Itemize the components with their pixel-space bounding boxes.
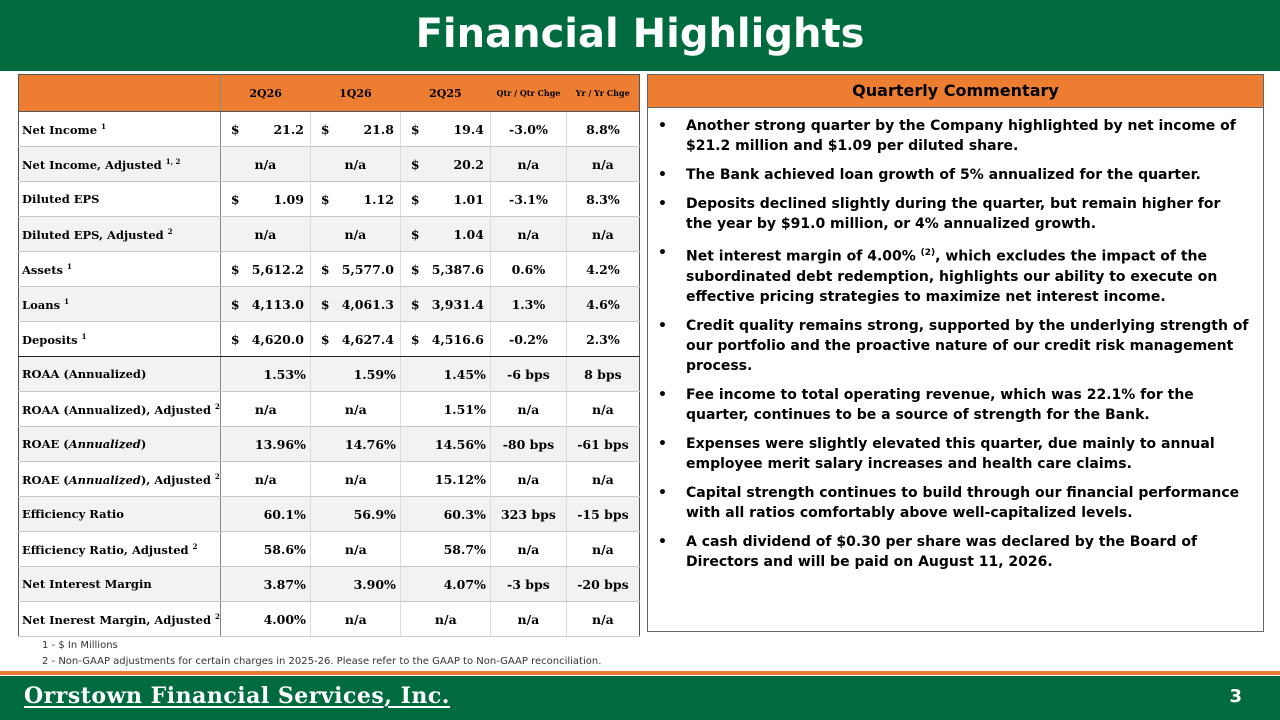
- row-value: 1.53%: [220, 357, 310, 392]
- row-yr-change: 4.2%: [566, 252, 639, 287]
- header-label-col: [19, 75, 221, 112]
- row-value: n/a: [220, 147, 310, 182]
- company-logo: Orrstown Financial Services, Inc.: [24, 683, 450, 709]
- row-label: Diluted EPS: [19, 182, 221, 217]
- row-yr-change: -20 bps: [566, 567, 639, 602]
- row-value: $ 19.4: [400, 112, 490, 147]
- row-qtr-change: -3.0%: [490, 112, 566, 147]
- row-qtr-change: n/a: [490, 532, 566, 567]
- row-label: Net Income, Adjusted $^{1, 2}$: [19, 147, 221, 182]
- table-row: [19, 427, 640, 462]
- commentary-item: • The Bank achieved loan growth of 5% annualized for the quarter.: [658, 167, 1201, 183]
- table-row: [19, 287, 640, 322]
- row-value: $ 4,113.0: [220, 287, 310, 322]
- row-value: $ 1.04: [400, 217, 490, 252]
- row-value: n/a: [310, 462, 400, 497]
- row-label: Deposits $^1$: [19, 322, 221, 357]
- row-yr-change: 8.3%: [566, 182, 639, 217]
- row-yr-change: -15 bps: [566, 497, 639, 532]
- row-qtr-change: -3 bps: [490, 567, 566, 602]
- row-value: $ 3,931.4: [400, 287, 490, 322]
- bullet-icon: •: [658, 484, 667, 501]
- table-row: [19, 357, 640, 392]
- bullet-icon: •: [658, 533, 667, 550]
- row-qtr-change: -3.1%: [490, 182, 566, 217]
- commentary-item: • Expenses were slightly elevated this quarter, due mainly to annual employee merit salary increases and health care claims.: [658, 435, 1215, 472]
- table-body: [19, 112, 640, 637]
- row-value: n/a: [310, 147, 400, 182]
- bullet-icon: •: [658, 386, 667, 403]
- row-value: 58.6%: [220, 532, 310, 567]
- row-yr-change: n/a: [566, 392, 639, 427]
- header-yr-chge: Yr / Yr Chge: [566, 75, 639, 112]
- bullet-icon: •: [658, 317, 667, 334]
- row-label: Efficiency Ratio: [19, 497, 221, 532]
- row-yr-change: 8.8%: [566, 112, 639, 147]
- row-qtr-change: -0.2%: [490, 322, 566, 357]
- row-yr-change: n/a: [566, 147, 639, 182]
- row-yr-change: n/a: [566, 217, 639, 252]
- commentary-item: • A cash dividend of $0.30 per share was declared by the Board of Directors and will be paid on August 11, 2026.: [658, 533, 1198, 570]
- row-label: Net Interest Margin: [19, 567, 221, 602]
- row-yr-change: n/a: [566, 462, 639, 497]
- header-1q26: 1Q26: [310, 75, 400, 112]
- commentary-title: Quarterly Commentary: [648, 75, 1263, 108]
- row-yr-change: n/a: [566, 532, 639, 567]
- commentary-item: • Fee income to total operating revenue, which was 22.1% for the quarter, continues to be a source of strength for the Bank.: [658, 386, 1194, 423]
- row-value: 1.51%: [400, 392, 490, 427]
- row-value: 58.7%: [400, 532, 490, 567]
- row-label: Assets $^1$: [19, 252, 221, 287]
- row-qtr-change: -6 bps: [490, 357, 566, 392]
- row-value: 60.3%: [400, 497, 490, 532]
- commentary-item: • Net interest margin of 4.00% $^{(2)}$, which excludes the impact of the subordinated debt redemption, highlights our ability to execute on effective pricing strategies to maximize net interest income.: [658, 245, 1218, 305]
- page-number: 3: [1229, 686, 1242, 707]
- row-label: Net Inerest Margin, Adjusted $^2$: [19, 602, 221, 637]
- table-row: [19, 182, 640, 217]
- row-value: 1.59%: [310, 357, 400, 392]
- row-qtr-change: n/a: [490, 602, 566, 637]
- row-yr-change: 8 bps: [566, 357, 639, 392]
- row-yr-change: 4.6%: [566, 287, 639, 322]
- row-value: $ 1.09: [220, 182, 310, 217]
- header-2q26: 2Q26: [220, 75, 310, 112]
- row-value: 3.90%: [310, 567, 400, 602]
- bullet-icon: •: [658, 435, 667, 452]
- row-value: $ 20.2: [400, 147, 490, 182]
- row-value: 4.07%: [400, 567, 490, 602]
- row-label: Efficiency Ratio, Adjusted $^2$: [19, 532, 221, 567]
- row-label: Net Income $^1$: [19, 112, 221, 147]
- table-header-row: [19, 75, 640, 112]
- row-value: 13.96%: [220, 427, 310, 462]
- row-value: 60.1%: [220, 497, 310, 532]
- row-value: $ 1.01: [400, 182, 490, 217]
- row-label: ROAE (Annualized): [19, 427, 221, 462]
- row-value: n/a: [310, 217, 400, 252]
- row-value: $ 4,620.0: [220, 322, 310, 357]
- row-yr-change: -61 bps: [566, 427, 639, 462]
- bullet-icon: •: [658, 167, 667, 183]
- row-qtr-change: n/a: [490, 147, 566, 182]
- row-value: $ 5,577.0: [310, 252, 400, 287]
- commentary-item: • Another strong quarter by the Company highlighted by net income of $21.2 million and $1.09 per diluted share.: [658, 118, 1236, 154]
- row-value: n/a: [400, 602, 490, 637]
- row-value: $ 4,061.3: [310, 287, 400, 322]
- commentary-list: [648, 108, 1263, 572]
- commentary-item: • Credit quality remains strong, supported by the underlying strength of our portfolio and the proactive nature of our credit risk management process.: [658, 317, 1249, 374]
- table-row: [19, 532, 640, 567]
- footnote-2: 2 - Non-GAAP adjustments for certain charges in 2025-26. Please refer to the GAAP to Non-GAAP reconciliation.: [42, 656, 602, 667]
- row-qtr-change: -80 bps: [490, 427, 566, 462]
- commentary-panel: [647, 74, 1264, 632]
- bullet-icon: •: [658, 196, 667, 212]
- row-value: n/a: [310, 392, 400, 427]
- table-row: [19, 567, 640, 602]
- row-value: n/a: [220, 462, 310, 497]
- table-row: [19, 112, 640, 147]
- row-value: n/a: [310, 532, 400, 567]
- table-row: [19, 462, 640, 497]
- row-value: 14.76%: [310, 427, 400, 462]
- row-qtr-change: 323 bps: [490, 497, 566, 532]
- row-qtr-change: 1.3%: [490, 287, 566, 322]
- table-row: [19, 217, 640, 252]
- row-value: 1.45%: [400, 357, 490, 392]
- table-row: [19, 322, 640, 357]
- row-value: $ 21.8: [310, 112, 400, 147]
- row-value: $ 5,612.2: [220, 252, 310, 287]
- row-label: Diluted EPS, Adjusted $^2$: [19, 217, 221, 252]
- row-value: n/a: [220, 392, 310, 427]
- header-qtr-chge: Qtr / Qtr Chge: [490, 75, 566, 112]
- row-value: $ 1.12: [310, 182, 400, 217]
- row-qtr-change: n/a: [490, 462, 566, 497]
- row-value: 4.00%: [220, 602, 310, 637]
- table-row: [19, 252, 640, 287]
- table-row: [19, 147, 640, 182]
- row-label: ROAE (Annualized), Adjusted $^2$: [19, 462, 221, 497]
- row-value: n/a: [310, 602, 400, 637]
- row-label: ROAA (Annualized): [19, 357, 221, 392]
- row-yr-change: 2.3%: [566, 322, 639, 357]
- footnote-1: 1 - $ In Millions: [42, 640, 118, 651]
- row-label: Loans $^1$: [19, 287, 221, 322]
- footer-accent-line: [0, 671, 1280, 675]
- table-row: [19, 602, 640, 637]
- table-row: [19, 497, 640, 532]
- commentary-item: • Capital strength continues to build through our financial performance with all ratios comfortably above well-capitalized levels.: [658, 484, 1240, 521]
- row-value: $ 5,387.6: [400, 252, 490, 287]
- row-label: ROAA (Annualized), Adjusted $^2$: [19, 392, 221, 427]
- bullet-icon: •: [658, 245, 667, 261]
- commentary-item: • Deposits declined slightly during the quarter, but remain higher for the year by $91.0 million, or 4% annualized growth.: [658, 196, 1221, 232]
- row-value: n/a: [220, 217, 310, 252]
- bullet-icon: •: [658, 118, 667, 134]
- row-value: $ 4,516.6: [400, 322, 490, 357]
- row-value: 3.87%: [220, 567, 310, 602]
- row-value: $ 21.2: [220, 112, 310, 147]
- row-value: 56.9%: [310, 497, 400, 532]
- table-row: [19, 392, 640, 427]
- page-title: Financial Highlights: [415, 11, 865, 57]
- financial-metrics-table: [18, 74, 640, 637]
- header-2q25: 2Q25: [400, 75, 490, 112]
- row-qtr-change: n/a: [490, 392, 566, 427]
- row-value: 14.56%: [400, 427, 490, 462]
- row-value: 15.12%: [400, 462, 490, 497]
- row-value: $ 4,627.4: [310, 322, 400, 357]
- row-qtr-change: n/a: [490, 217, 566, 252]
- row-yr-change: n/a: [566, 602, 639, 637]
- row-qtr-change: 0.6%: [490, 252, 566, 287]
